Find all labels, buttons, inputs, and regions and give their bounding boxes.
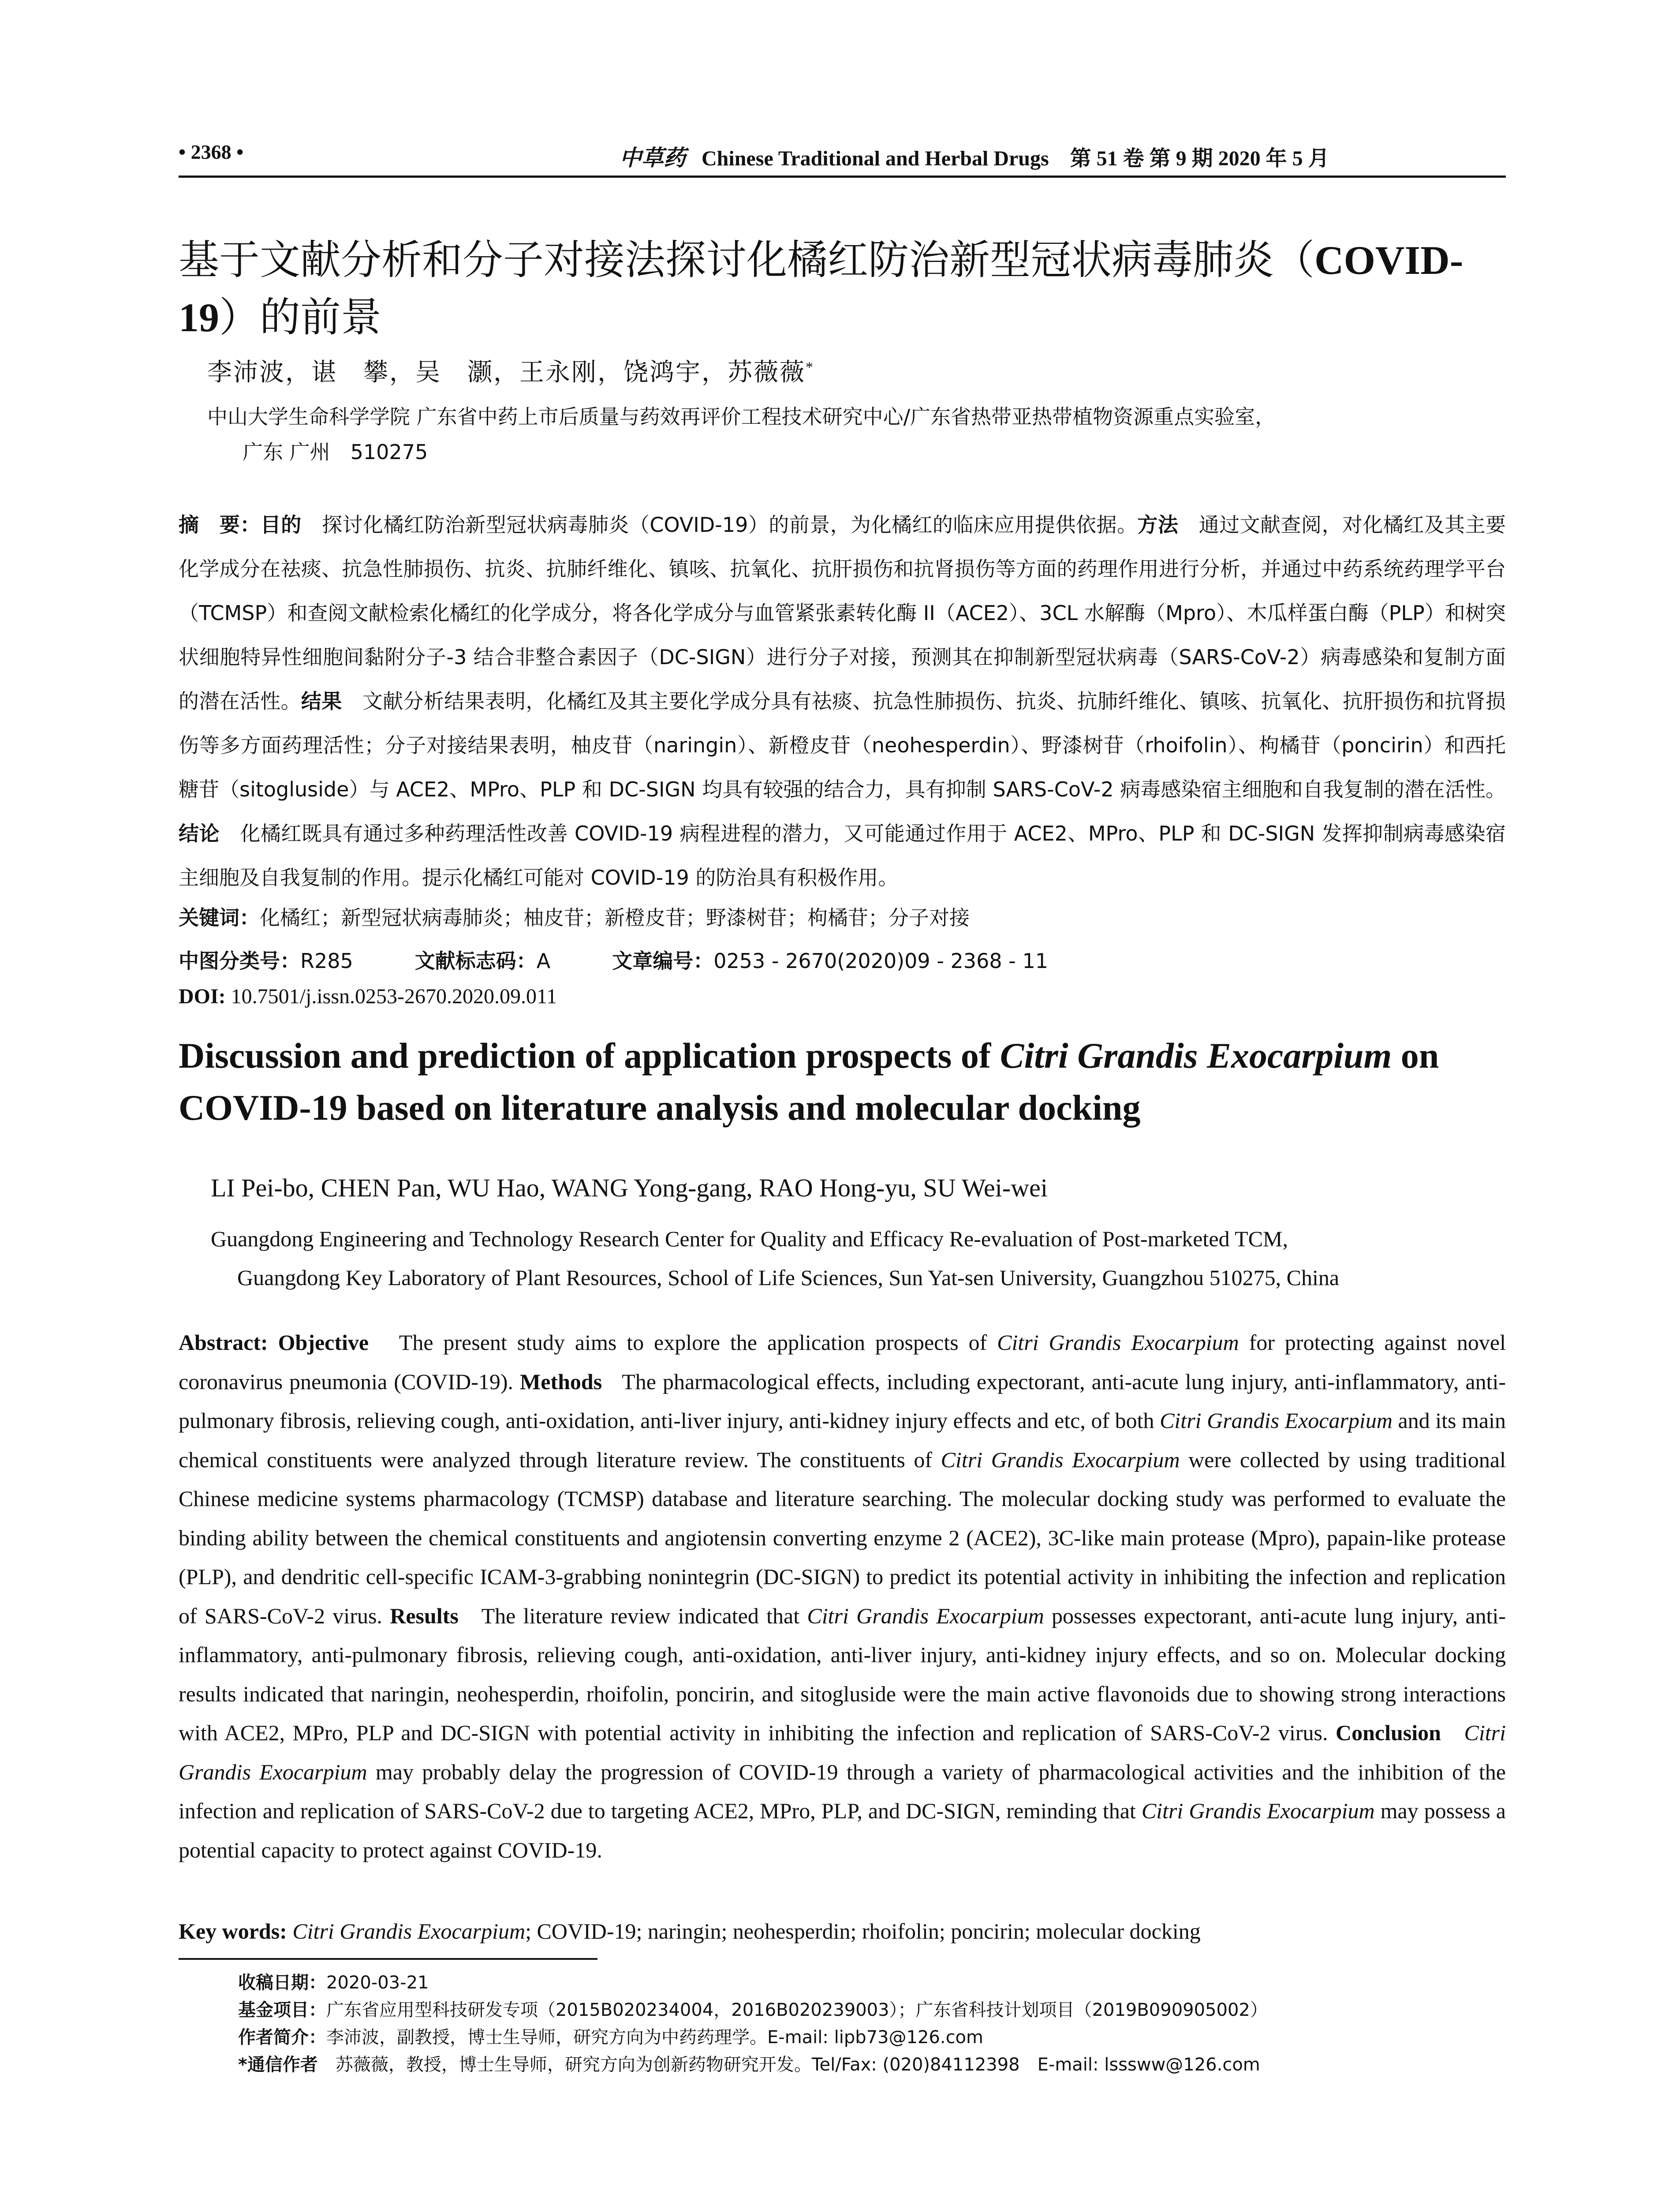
corresponding-text: 苏薇薇，教授，博士生导师，研究方向为创新药物研究开发。Tel/Fax: (020)84112398 E-mail: lsssww@126.com: [335, 2055, 1260, 2075]
conclusion-label-en: Conclusion: [1336, 1720, 1441, 1745]
english-keywords: [179, 1918, 1506, 1944]
chinese-authors: [207, 353, 814, 388]
keywords-label-cn: 关键词：: [179, 906, 260, 930]
journal-name: Chinese Traditional and Herbal Drugs 第 51 卷 第 9 期 2020 年 5 月: [702, 147, 1329, 170]
herb-name: Citri Grandis Exocarpium: [1160, 1408, 1393, 1433]
fund-label: 基金项目：: [238, 2000, 326, 2020]
fund-text: 广东省应用型科技研发专项（2015B020234004，2016B020239003）；广东省科技计划项目（2019B090905002）: [326, 2000, 1268, 2020]
english-title-italic: Citri Grandis Exocarpium: [1000, 1035, 1392, 1076]
footnotes: [238, 1969, 1506, 2078]
objective-label-en: Objective: [278, 1330, 369, 1355]
keywords-text-en: ; COVID-19; naringin; neohesperdin; rhoifolin; poncirin; molecular docking: [525, 1919, 1201, 1943]
conclusion-text-en-b: may possess a potential capacity to protect against COVID-19.: [179, 1798, 1506, 1862]
chinese-title: [179, 232, 1506, 346]
english-affiliation-line1: Guangdong Engineering and Technology Research Center for Quality and Efficacy Re-evaluation of Post-marketed TCM,: [211, 1226, 1288, 1251]
objective-text-en-a: The present study aims to explore the application prospects of: [399, 1330, 997, 1355]
journal-info: [620, 140, 1329, 172]
chinese-affiliation-line1: 中山大学生命科学学院 广东省中药上市后质量与药效再评价工程技术研究中心/广东省热带亚热带植物资源重点实验室，: [207, 405, 1276, 429]
objective-text-cn: 探讨化橘红防治新型冠状病毒肺炎（COVID-19）的前景，为化橘红的临床应用提供依据。: [322, 513, 1138, 537]
corresponding-mark: *: [806, 359, 814, 376]
abstract-label-en: Abstract:: [179, 1330, 268, 1355]
chinese-title-part2: ）的前景: [219, 294, 382, 341]
footnote-fund: [238, 1996, 1506, 2024]
herb-name: Citri Grandis Exocarpium: [997, 1330, 1239, 1355]
footnote-received: [238, 1969, 1506, 1996]
doi-label: DOI:: [179, 985, 226, 1008]
herb-name: Citri Grandis Exocarpium: [807, 1603, 1044, 1628]
clc-value: R285: [300, 949, 353, 973]
page-number: • 2368 •: [179, 141, 244, 163]
results-text-cn: 文献分析结果表明，化橘红及其主要化学成分具有祛痰、抗急性肺损伤、抗炎、抗肺纤维化、镇咳、抗氧化、抗肝损伤和抗肾损伤等多方面药理活性；分子对接结果表明，柚皮苷（naringin）、新橙皮苷（neohesperdin）、野漆树苷（rhoifolin）、枸橘苷（poncirin）和西托糖苷（sitogluside）与 ACE2、MPro、PLP 和 DC-SIGN 均具有较强的结合力，具有抑制 SARS-CoV-2 病毒感染宿主细胞和自我复制的潜在活性。: [179, 689, 1506, 801]
footnote-author: [238, 2024, 1506, 2051]
chinese-title-part1: 基于文献分析和分子对接法探讨化橘红防治新型冠状病毒肺炎（: [179, 236, 1315, 284]
english-authors: LI Pei-bo, CHEN Pan, WU Hao, WANG Yong-gang, RAO Hong-yu, SU Wei-wei: [211, 1174, 1048, 1202]
doc-code-value: A: [536, 949, 551, 973]
article-no-label: 文章编号：: [612, 949, 714, 973]
results-label-en: Results: [390, 1603, 459, 1628]
methods-label-cn: 方法: [1137, 513, 1179, 537]
chinese-abstract: [179, 503, 1506, 900]
conclusion-text-en-a: may probably delay the progression of COVID-19 through a variety of pharmacological activities and the inhibition of the infection and replication of SARS-CoV-2 due to targeting ACE2, MPro, PLP, and DC-SIGN, reminding that: [179, 1759, 1506, 1823]
english-affiliation: [211, 1219, 1506, 1297]
herb-name: Citri Grandis Exocarpium: [1141, 1798, 1375, 1823]
author-bio-label: 作者简介：: [238, 2027, 326, 2048]
results-label-cn: 结果: [301, 689, 342, 713]
corresponding-label: *通信作者: [238, 2055, 318, 2075]
methods-text-en-a: The pharmacological effects, including expectorant, anti-acute lung injury, anti-inflammatory, anti-pulmonary fibrosis, relieving cough, anti-oxidation, anti-liver injury, anti-kidney injury effects and etc, of both: [179, 1369, 1506, 1433]
results-text-en-b: possesses expectorant, anti-acute lung injury, anti-inflammatory, anti-pulmonary fibrosis, relieving cough, anti-oxidation, anti-liver injury, anti-kidney injury effects, and so on. Molecular docking results indicated that naringin, neohesperdin, rhoifolin, poncirin, and sitogluside were the main active flavonoids due to showing strong interactions with ACE2, MPro, PLP and DC-SIGN with potential activity in inhibiting the infection and replication of SARS-CoV-2 virus.: [179, 1603, 1506, 1745]
footnote-corresponding: [238, 2051, 1506, 2078]
author-bio-text: 李沛波，副教授，博士生导师，研究方向为中药药理学。E-mail: lipb73@126.com: [326, 2027, 983, 2048]
methods-text-en-b: and its main chemical constituents were analyzed through literature review. The constituents of: [179, 1408, 1506, 1472]
conclusion-text-cn: 化橘红既具有通过多种药理活性改善 COVID-19 病程进程的潜力，又可能通过作用于 ACE2、MPro、PLP 和 DC-SIGN 发挥抑制病毒感染宿主细胞及自我复制的作用。提示化橘红可能对 COVID-19 的防治具有积极作用。: [179, 822, 1506, 889]
methods-text-cn: 通过文献查阅，对化橘红及其主要化学成分在祛痰、抗急性肺损伤、抗炎、抗肺纤维化、镇咳、抗氧化、抗肝损伤和抗肾损伤等方面的药理作用进行分析，并通过中药系统药理学平台（TCMSP）和查阅文献检索化橘红的化学成分，将各化学成分与血管紧张素转化酶 II（ACE2）、3CL 水解酶（Mpro）、木瓜样蛋白酶（PLP）和树突状细胞特异性细胞间黏附分子-3 结合非整合素因子（DC-SIGN）进行分子对接，预测其在抑制新型冠状病毒（SARS-CoV-2）病毒感染和复制方面的潜在活性。: [179, 513, 1506, 713]
doc-code-label: 文献标志码：: [414, 949, 537, 973]
chinese-keywords: [179, 902, 1506, 931]
running-header: [179, 140, 1506, 178]
doi-value[interactable]: 10.7501/j.issn.0253-2670.2020.09.011: [231, 985, 557, 1008]
article-no-value: 0253 - 2670(2020)09 - 2368 - 11: [713, 949, 1048, 973]
objective-label-cn: 目的: [260, 513, 302, 537]
english-title-part1: Discussion and prediction of application prospects of: [179, 1035, 1000, 1076]
english-affiliation-line2: Guangdong Key Laboratory of Plant Resources, School of Life Sciences, Sun Yat-sen University, Guangzhou 510275, China: [237, 1265, 1340, 1290]
herb-name: Citri Grandis Exocarpium: [941, 1447, 1180, 1472]
chinese-affiliation-line2: 广东 广州 510275: [243, 440, 428, 464]
doi-line: [179, 984, 1506, 1009]
journal-logo: 中草药: [620, 145, 686, 171]
herb-name: Citri Grandis Exocarpium: [179, 1720, 1506, 1784]
results-text-en-a: The literature review indicated that: [481, 1603, 807, 1628]
conclusion-label-cn: 结论: [179, 822, 220, 845]
english-title: [179, 1030, 1506, 1134]
english-abstract: [179, 1323, 1506, 1869]
abstract-label-cn: 摘 要：: [179, 513, 261, 537]
objective-text-en-b: for protecting against novel coronavirus pneumonia (COVID-19).: [179, 1330, 1506, 1394]
keywords-text-cn: 化橘红；新型冠状病毒肺炎；柚皮苷；新橙皮苷；野漆树苷；枸橘苷；分子对接: [260, 906, 970, 930]
methods-label-en: Methods: [520, 1369, 602, 1394]
keywords-label-en: Key words:: [179, 1919, 287, 1943]
clc-label: 中图分类号：: [179, 949, 300, 973]
received-label: 收稿日期：: [238, 1973, 326, 1993]
chinese-author-list: 李沛波，谌 攀，吴 灏，王永刚，饶鸿宇，苏薇薇: [207, 359, 806, 386]
herb-name: Citri Grandis Exocarpium: [292, 1919, 526, 1943]
chinese-affiliation: [207, 399, 1506, 470]
received-date: 2020-03-21: [326, 1973, 429, 1993]
classification-line: [179, 945, 1506, 974]
chinese-title-latin: COVID-19: [179, 238, 1463, 340]
english-title-part2: on COVID-19 based on literature analysis and molecular docking: [179, 1035, 1439, 1128]
footnote-divider: [179, 1958, 597, 1960]
methods-text-en-c: were collected by using traditional Chinese medicine systems pharmacology (TCMSP) database and literature searching. The molecular docking study was performed to evaluate the binding ability between the chemical constituents and angiotensin converting enzyme 2 (ACE2), 3C-like main protease (Mpro), papain-like protease (PLP), and dendritic cell-specific ICAM-3-grabbing nonintegrin (DC-SIGN) to predict its potential activity in inhibiting the infection and replication of SARS-CoV-2 virus.: [179, 1447, 1506, 1628]
